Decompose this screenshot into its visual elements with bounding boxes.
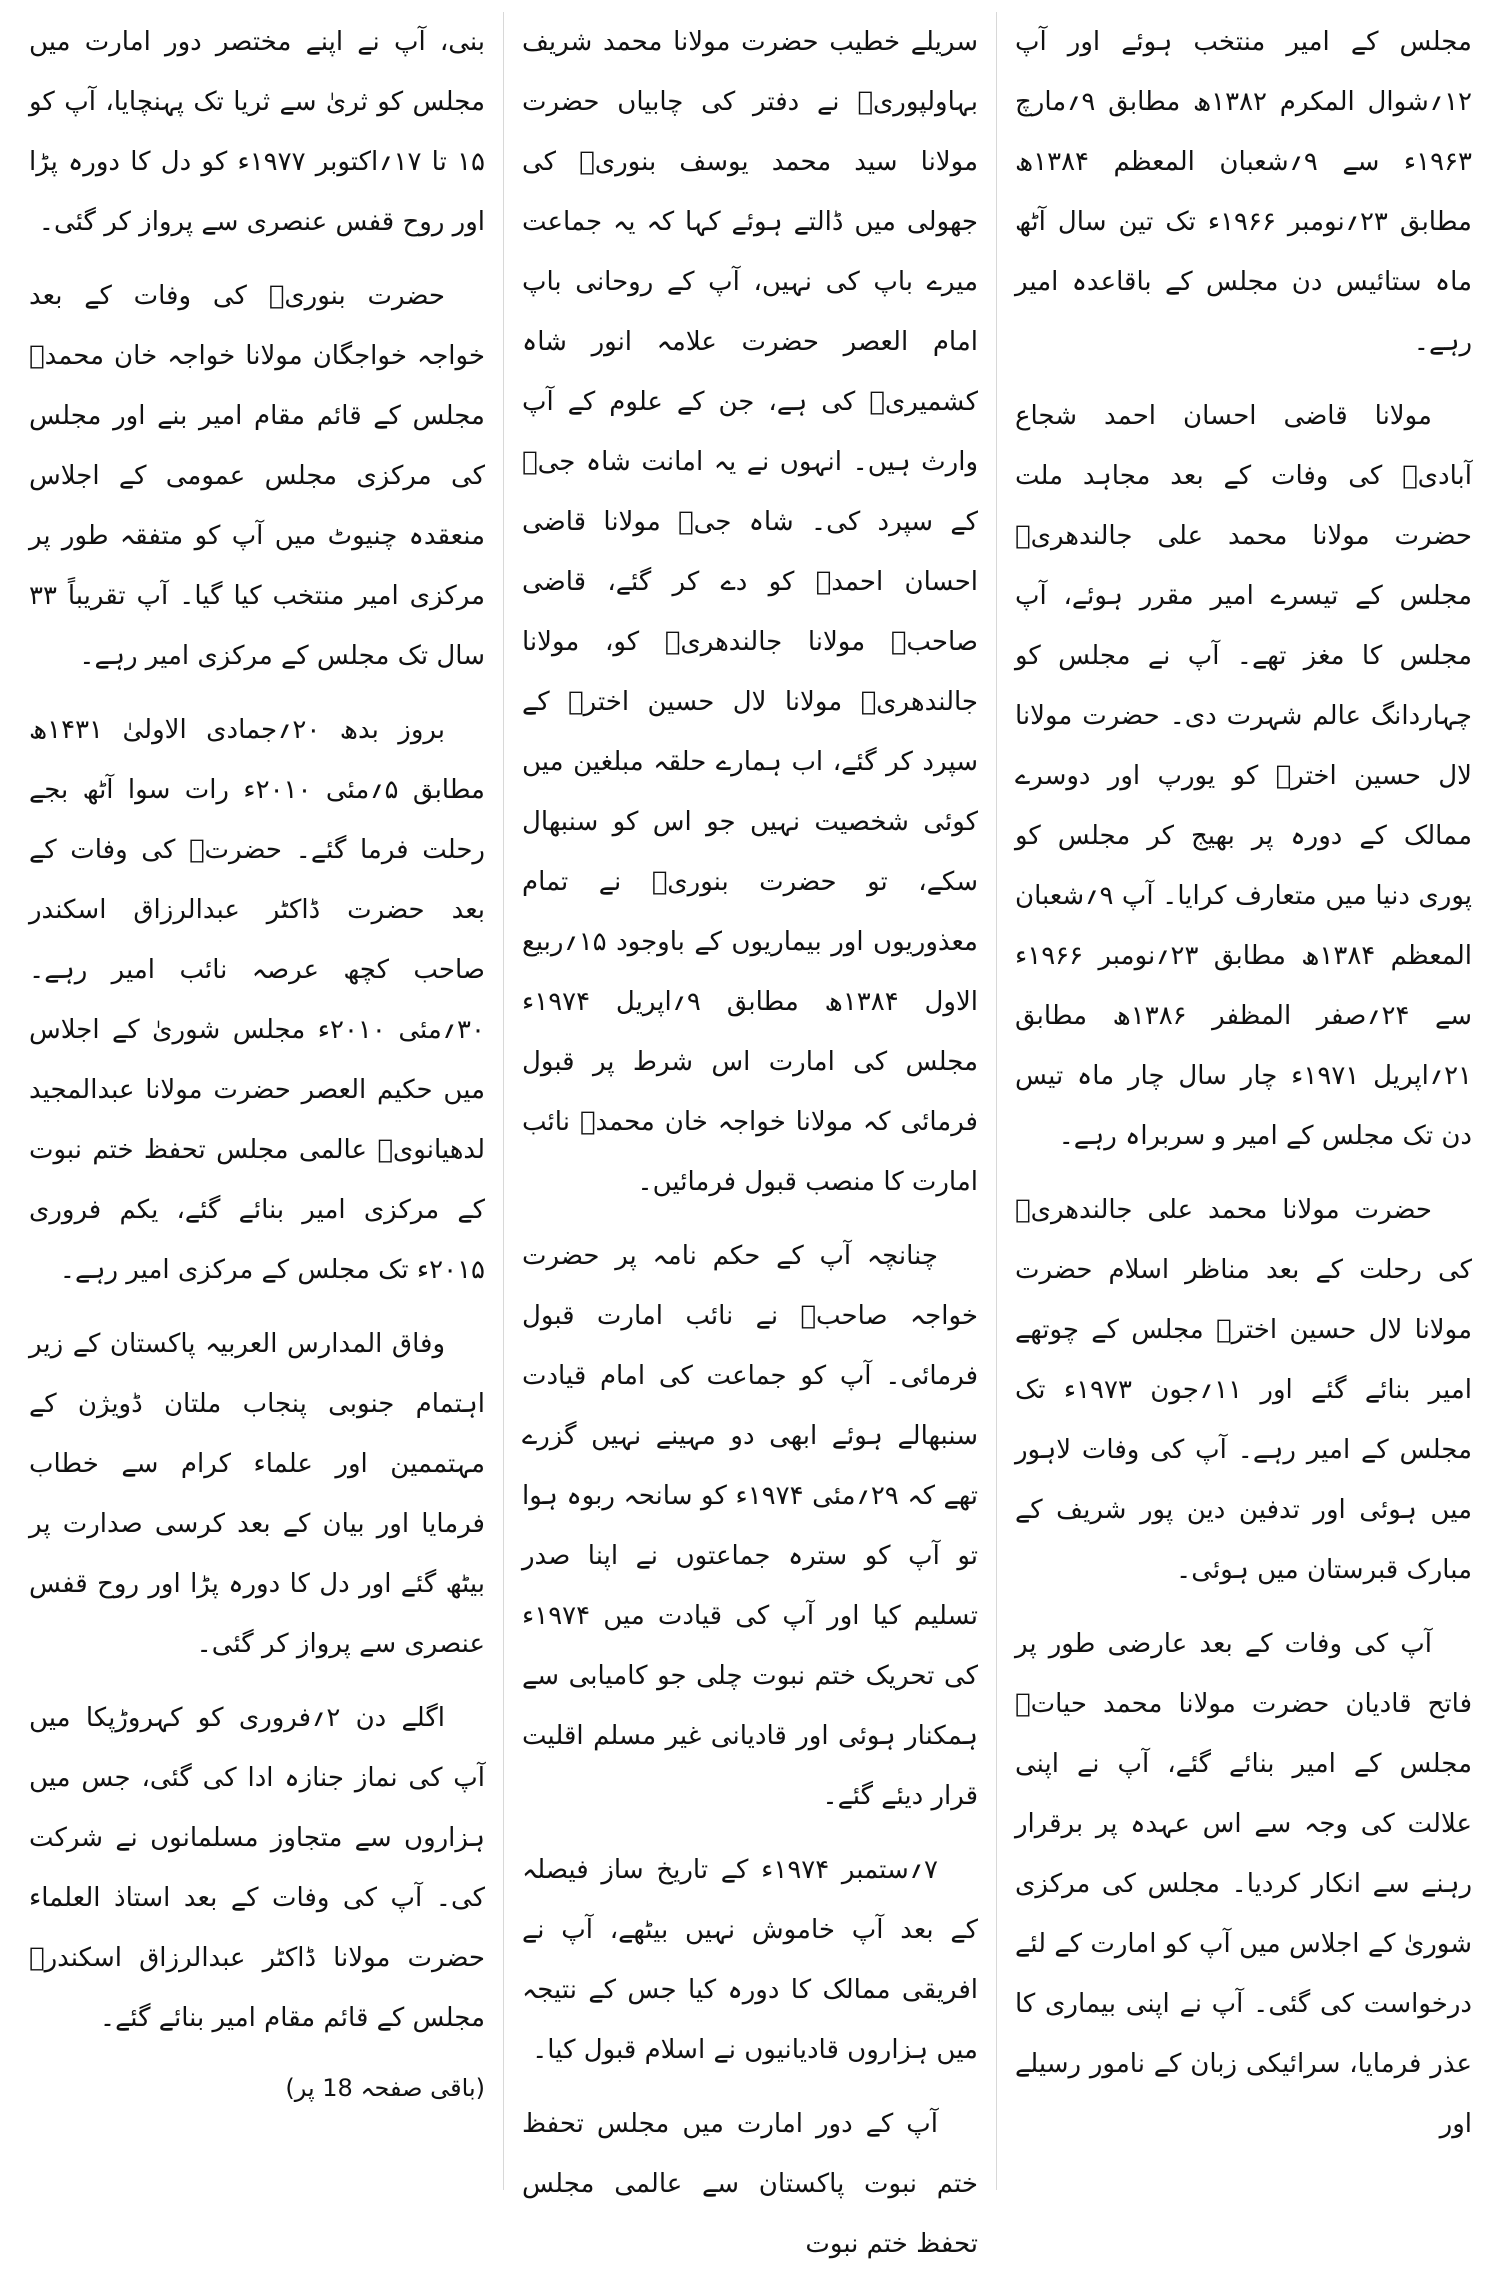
paragraph: ۷؍ستمبر ۱۹۷۴ء کے تاریخ ساز فیصلہ کے بعد آپ خاموش نہیں بیٹھے، آپ نے افریقی ممالک کا دورہ کیا جس کے نتیجہ میں ہزاروں قادیانیوں نے اسلام قبول کیا۔ bbox=[522, 1855, 978, 2065]
paragraph: بروز بدھ ۲۰؍جمادی الاولیٰ ۱۴۳۱ھ مطابق ۵؍مئی ۲۰۱۰ء رات سوا آٹھ بجے رحلت فرما گئے۔ حضرتؒ کی وفات کے بعد حضرت ڈاکٹر عبدالرزاق اسکندر صاحب کچھ عرصہ نائب امیر رہے۔ ۳۰؍مئی ۲۰۱۰ء مجلس شوریٰ کے اجلاس میں حکیم العصر حضرت مولانا عبدالمجید لدھیانویؒ عالمی مجلس تحفظ ختم نبوت کے مرکزی امیر بنائے گئے، یکم فروری ۲۰۱۵ء تک مجلس کے مرکزی امیر رہے۔ bbox=[29, 715, 485, 1285]
paragraph: سریلے خطیب حضرت مولانا محمد شریف بہاولپوریؒ نے دفتر کی چابیاں حضرت مولانا سید محمد یوسف بنوریؒ کی جھولی میں ڈالتے ہوئے کہا کہ یہ جماعت میرے باپ کی نہیں، آپ کے روحانی باپ امام العصر حضرت علامہ انور شاہ کشمیریؒ کی ہے، جن کے علوم کے آپ وارث ہیں۔ انہوں نے یہ امانت شاہ جیؒ کے سپرد کی۔ شاہ جیؒ مولانا قاضی احسان احمدؒ کو دے کر گئے، قاضی صاحبؒ مولانا جالندھریؒ کو، مولانا جالندھریؒ مولانا لال حسین اخترؒ کے سپرد کر گئے، اب ہمارے حلقہ مبلغین میں کوئی شخصیت نہیں جو اس کو سنبھال سکے، تو حضرت بنوریؒ نے تمام معذوریوں اور بیماریوں کے باوجود ۱۵؍ربیع الاول ۱۳۸۴ھ مطابق ۹؍اپریل ۱۹۷۴ء مجلس کی امارت اس شرط پر قبول فرمائی کہ مولانا خواجہ خان محمدؒ نائب امارت کا منصب قبول فرمائیں۔ bbox=[522, 27, 979, 1197]
continuation-note: (باقی صفحہ 18 پر) bbox=[285, 2074, 485, 2102]
article-column-right bbox=[997, 12, 1490, 2190]
paragraph: حضرت بنوریؒ کی وفات کے بعد خواجہ خواجگان مولانا خواجہ خان محمدؒ مجلس کے قائم مقام امیر بنے اور مجلس کی مرکزی مجلس عمومی کے اجلاس منعقدہ چنیوٹ میں آپ کو متفقہ طور پر مرکزی امیر منتخب کیا گیا۔ آپ تقریباً ۳۳ سال تک مجلس کے مرکزی امیر رہے۔ bbox=[29, 281, 485, 671]
article-column-left bbox=[11, 12, 504, 2190]
newspaper-page bbox=[10, 12, 1490, 2259]
paragraph: بنی، آپ نے اپنے مختصر دور امارت میں مجلس کو ثریٰ سے ثریا تک پہنچایا، آپ کو ۱۵ تا ۱۷؍اکتوبر ۱۹۷۷ء کو دل کا دورہ پڑا اور روح قفس عنصری سے پرواز کر گئی۔ bbox=[29, 27, 485, 237]
paragraph: حضرت مولانا محمد علی جالندھریؒ کی رحلت کے بعد مناظر اسلام حضرت مولانا لال حسین اخترؒ مجلس کے چوتھے امیر بنائے گئے اور ۱۱؍جون ۱۹۷۳ء تک مجلس کے امیر رہے۔ آپ کی وفات لاہور میں ہوئی اور تدفین دین پور شریف کے مبارک قبرستان میں ہوئی۔ bbox=[1015, 1195, 1472, 1585]
paragraph: آپ کے دور امارت میں مجلس تحفظ ختم نبوت پاکستان سے عالمی مجلس تحفظ ختم نبوت bbox=[522, 2109, 978, 2259]
paragraph: آپ کی وفات کے بعد عارضی طور پر فاتح قادیان حضرت مولانا محمد حیاتؒ مجلس کے امیر بنائے گئے، آپ نے اپنی علالت کی وجہ سے اس عہدہ پر برقرار رہنے سے انکار کردیا۔ مجلس کی مرکزی شوریٰ کے اجلاس میں آپ کو امارت کے لئے درخواست کی گئی۔ آپ نے اپنی بیماری کا عذر فرمایا، سرائیکی زبان کے نامور رسیلے اور bbox=[1015, 1629, 1472, 2139]
paragraph: وفاق المدارس العربیہ پاکستان کے زیر اہتمام جنوبی پنجاب ملتان ڈویژن کے مہتممین اور علماء کرام سے خطاب فرمایا اور بیان کے بعد کرسی صدارت پر بیٹھ گئے اور دل کا دورہ پڑا اور روح قفس عنصری سے پرواز کر گئی۔ bbox=[29, 1329, 485, 1659]
article-column-middle bbox=[504, 12, 997, 2259]
paragraph: مولانا قاضی احسان احمد شجاع آبادیؒ کی وفات کے بعد مجاہد ملت حضرت مولانا محمد علی جالندھریؒ مجلس کے تیسرے امیر مقرر ہوئے، آپ مجلس کا مغز تھے۔ آپ نے مجلس کو چہاردانگ عالم شہرت دی۔ حضرت مولانا لال حسین اخترؒ کو یورپ اور دوسرے ممالک کے دورہ پر بھیج کر مجلس کو پوری دنیا میں متعارف کرایا۔ آپ ۹؍شعبان المعظم ۱۳۸۴ھ مطابق ۲۳؍نومبر ۱۹۶۶ء سے ۲۴؍صفر المظفر ۱۳۸۶ھ مطابق ۲۱؍اپریل ۱۹۷۱ء چار سال چار ماہ تیس دن تک مجلس کے امیر و سربراہ رہے۔ bbox=[1015, 401, 1473, 1151]
paragraph: اگلے دن ۲؍فروری کو کہروڑپکا میں آپ کی نماز جنازہ ادا کی گئی، جس میں ہزاروں سے متجاوز مسلمانوں نے شرکت کی۔ آپ کی وفات کے بعد استاذ العلماء حضرت مولانا ڈاکٹر عبدالرزاق اسکندرؒ مجلس کے قائم مقام امیر بنائے گئے۔ bbox=[29, 1703, 485, 2033]
paragraph: چنانچہ آپ کے حکم نامہ پر حضرت خواجہ صاحبؒ نے نائب امارت قبول فرمائی۔ آپ کو جماعت کی امام قیادت سنبھالے ہوئے ابھی دو مہینے نہیں گزرے تھے کہ ۲۹؍مئی ۱۹۷۴ء کو سانحہ ربوہ ہوا تو آپ کو سترہ جماعتوں نے اپنا صدر تسلیم کیا اور آپ کی قیادت میں ۱۹۷۴ء کی تحریک ختم نبوت چلی جو کامیابی سے ہمکنار ہوئی اور قادیانی غیر مسلم اقلیت قرار دیئے گئے۔ bbox=[522, 1241, 978, 1811]
paragraph: مجلس کے امیر منتخب ہوئے اور آپ ۱۲؍شوال المکرم ۱۳۸۲ھ مطابق ۹؍مارچ ۱۹۶۳ء سے ۹؍شعبان المعظم ۱۳۸۴ھ مطابق ۲۳؍نومبر ۱۹۶۶ء تک تین سال آٹھ ماہ ستائیس دن مجلس کے باقاعدہ امیر رہے۔ bbox=[1015, 27, 1473, 357]
